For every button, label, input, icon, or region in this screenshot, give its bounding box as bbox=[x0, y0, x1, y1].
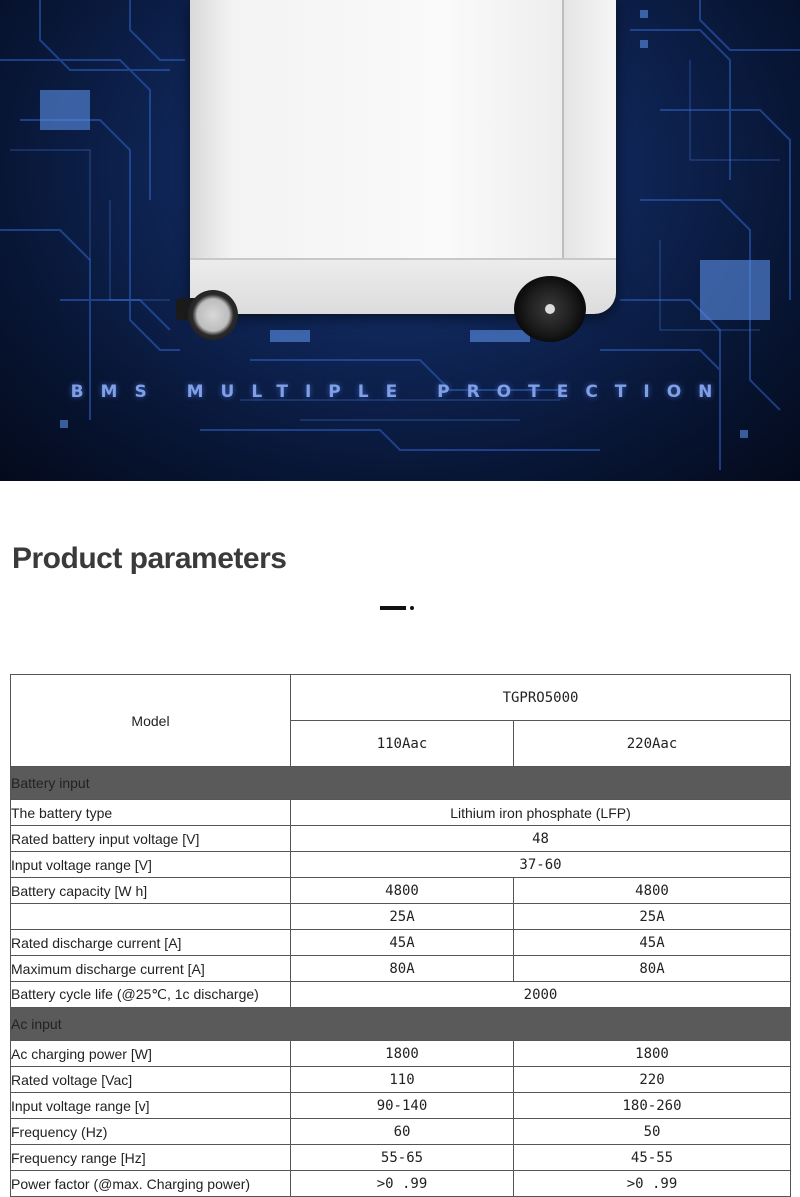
hero-tagline: BMS MULTIPLE PROTECTION bbox=[70, 382, 730, 402]
row-value-220: 45-55 bbox=[514, 1145, 791, 1171]
variant-110: 110Aac bbox=[291, 721, 514, 767]
hero-banner bbox=[0, 0, 800, 481]
row-value-110: 55-65 bbox=[291, 1145, 514, 1171]
section-battery-input: Battery input bbox=[11, 767, 791, 800]
front-wheel-icon bbox=[188, 290, 238, 340]
row-value-110: 1800 bbox=[291, 1041, 514, 1067]
row-value-220: 220 bbox=[514, 1067, 791, 1093]
model-label: Model bbox=[11, 675, 291, 767]
table-row bbox=[11, 1067, 791, 1093]
row-value: 48 bbox=[291, 826, 791, 852]
row-value-110: 80A bbox=[291, 956, 514, 982]
row-value-110: 110 bbox=[291, 1067, 514, 1093]
row-label: Maximum discharge current [A] bbox=[11, 956, 291, 982]
row-label: Input voltage range [V] bbox=[11, 852, 291, 878]
row-value-110: 25A bbox=[291, 904, 514, 930]
row-value-110: >0 .99 bbox=[291, 1171, 514, 1197]
title-divider bbox=[380, 606, 408, 611]
table-row bbox=[11, 1041, 791, 1067]
row-label: Battery capacity [W h] bbox=[11, 878, 291, 904]
row-label: Input voltage range [v] bbox=[11, 1093, 291, 1119]
row-value-220: 25A bbox=[514, 904, 791, 930]
section-ac-input: Ac input bbox=[11, 1008, 791, 1041]
table-row bbox=[11, 1145, 791, 1171]
row-value-220: 4800 bbox=[514, 878, 791, 904]
table-row bbox=[11, 878, 791, 904]
row-value-220: 1800 bbox=[514, 1041, 791, 1067]
model-name: TGPRO5000 bbox=[291, 675, 791, 721]
table-row bbox=[11, 1093, 791, 1119]
row-label bbox=[11, 904, 291, 930]
row-label: Battery cycle life (@25℃, 1c discharge) bbox=[11, 982, 291, 1008]
row-value-220: 45A bbox=[514, 930, 791, 956]
table-row bbox=[11, 956, 791, 982]
table-row bbox=[11, 1171, 791, 1197]
rear-wheel-icon bbox=[514, 276, 586, 342]
row-label: Rated battery input voltage [V] bbox=[11, 826, 291, 852]
row-label: Rated voltage [Vac] bbox=[11, 1067, 291, 1093]
table-row bbox=[11, 930, 791, 956]
row-value: 2000 bbox=[291, 982, 791, 1008]
table-row bbox=[11, 1119, 791, 1145]
row-value-220: 180-260 bbox=[514, 1093, 791, 1119]
table-row-model bbox=[11, 675, 791, 721]
row-label: Rated discharge current [A] bbox=[11, 930, 291, 956]
row-value-110: 4800 bbox=[291, 878, 514, 904]
row-value: Lithium iron phosphate (LFP) bbox=[291, 800, 791, 826]
section-header-row bbox=[11, 1008, 791, 1041]
table-row bbox=[11, 982, 791, 1008]
power-station-device bbox=[190, 0, 616, 312]
row-value: 37-60 bbox=[291, 852, 791, 878]
parameters-table bbox=[10, 674, 791, 1197]
row-label: Frequency (Hz) bbox=[11, 1119, 291, 1145]
section-title: Product parameters bbox=[12, 542, 287, 575]
row-value-110: 60 bbox=[291, 1119, 514, 1145]
row-label: Frequency range [Hz] bbox=[11, 1145, 291, 1171]
section-header-row bbox=[11, 767, 791, 800]
variant-220: 220Aac bbox=[514, 721, 791, 767]
table-row bbox=[11, 904, 791, 930]
table-row bbox=[11, 800, 791, 826]
row-value-220: >0 .99 bbox=[514, 1171, 791, 1197]
table-row bbox=[11, 852, 791, 878]
row-label: Ac charging power [W] bbox=[11, 1041, 291, 1067]
row-value-110: 90-140 bbox=[291, 1093, 514, 1119]
row-value-110: 45A bbox=[291, 930, 514, 956]
row-label: Power factor (@max. Charging power) bbox=[11, 1171, 291, 1197]
row-value-220: 50 bbox=[514, 1119, 791, 1145]
row-value-220: 80A bbox=[514, 956, 791, 982]
row-label: The battery type bbox=[11, 800, 291, 826]
table-row bbox=[11, 826, 791, 852]
